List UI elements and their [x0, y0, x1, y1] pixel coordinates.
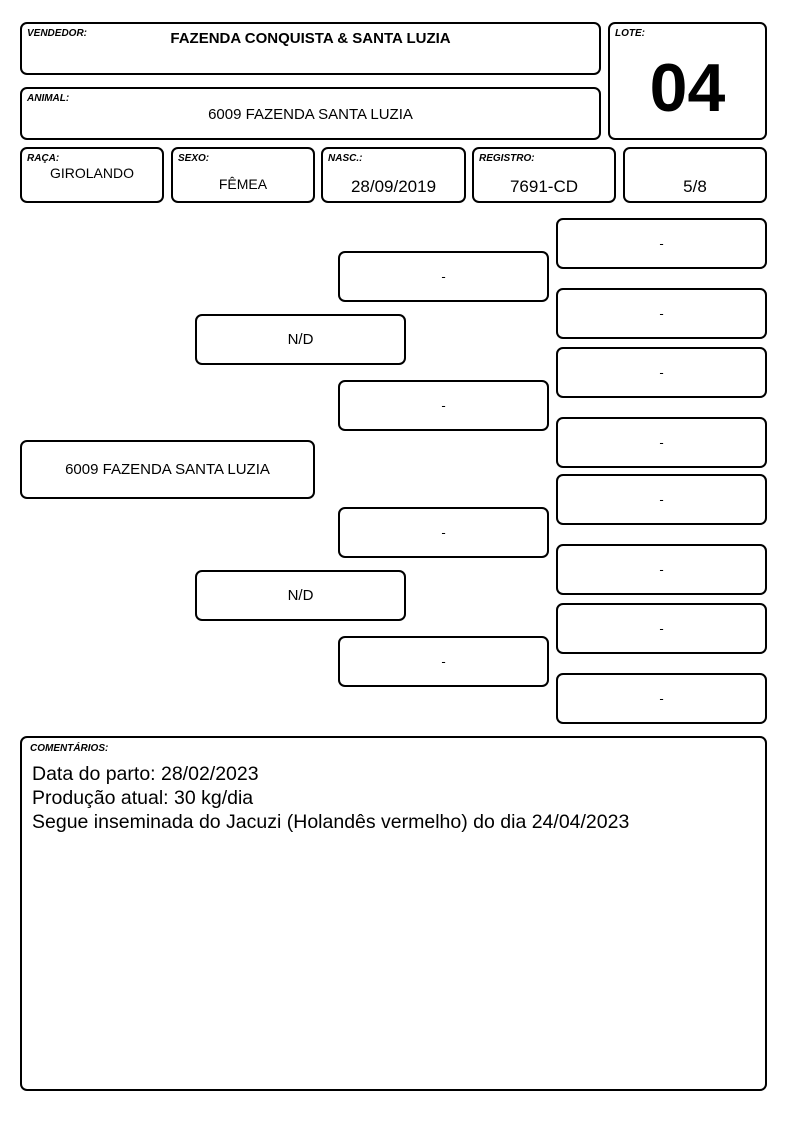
pedigree-grandparent: -: [338, 380, 549, 431]
raca-value: GIROLANDO: [49, 165, 134, 181]
pedigree-great-grandparent: -: [556, 603, 767, 654]
pedigree-dam: N/D: [195, 570, 406, 621]
comments-text: [32, 762, 629, 834]
animal-box: [20, 87, 601, 140]
sexo-label: SEXO:: [178, 153, 210, 164]
pedigree-great-grandparent: -: [556, 544, 767, 595]
pedigree-great-grandparent: -: [556, 673, 767, 724]
pedigree-sire: N/D: [195, 314, 406, 365]
sexo-value: FÊMEA: [218, 176, 268, 192]
pedigree-grandparent: -: [338, 251, 549, 302]
sexo-box: [171, 147, 315, 203]
comment-line: Segue inseminada do Jacuzi (Holandês vermelho) do dia 24/04/2023: [32, 811, 630, 833]
registro-value: 7691-CD: [509, 177, 579, 196]
pedigree-grandparent: -: [338, 636, 549, 687]
grau-box: [623, 147, 767, 203]
comments-box: [20, 736, 767, 1091]
animal-label: ANIMAL:: [27, 93, 70, 104]
lote-label: LOTE:: [615, 28, 645, 39]
lote-box: [608, 22, 767, 140]
nasc-value: 28/09/2019: [350, 177, 437, 196]
pedigree-great-grandparent: -: [556, 288, 767, 339]
comments-label: COMENTÁRIOS:: [30, 743, 109, 754]
vendedor-box: [20, 22, 601, 75]
comment-line: Produção atual: 30 kg/dia: [32, 787, 254, 809]
vendedor-label: VENDEDOR:: [27, 28, 88, 39]
pedigree-animal: 6009 FAZENDA SANTA LUZIA: [20, 440, 315, 499]
pedigree-great-grandparent: -: [556, 474, 767, 525]
pedigree-great-grandparent: -: [556, 347, 767, 398]
vendedor-value: FAZENDA CONQUISTA & SANTA LUZIA: [170, 30, 451, 47]
lote-number: 04: [649, 50, 726, 126]
nasc-label: NASC.:: [328, 153, 363, 164]
comment-line: Data do parto: 28/02/2023: [32, 763, 259, 785]
pedigree-great-grandparent: -: [556, 417, 767, 468]
registro-label: REGISTRO:: [479, 153, 535, 164]
grau-value: 5/8: [683, 177, 707, 196]
registro-box: [472, 147, 616, 203]
nasc-box: [321, 147, 466, 203]
raca-label: RAÇA:: [27, 153, 60, 164]
pedigree-grandparent: -: [338, 507, 549, 558]
raca-box: [20, 147, 164, 203]
pedigree-great-grandparent: -: [556, 218, 767, 269]
animal-value: 6009 FAZENDA SANTA LUZIA: [208, 106, 413, 123]
